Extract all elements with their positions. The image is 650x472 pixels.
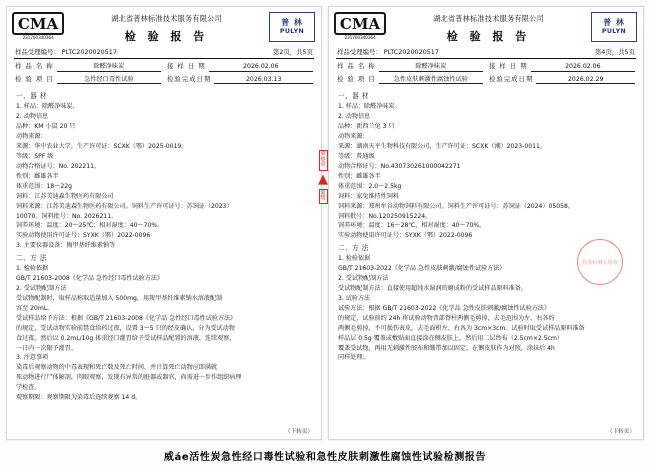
meta-row-complete-date [167, 74, 313, 85]
pulyn-logo [591, 12, 637, 42]
pulyn-logo [269, 12, 315, 42]
meta-label: 样 品 名 称 [337, 62, 376, 70]
cma-logo: CMA [334, 12, 386, 35]
body-line: 饲料：家兔维持性饲料 [338, 192, 399, 200]
report-title: 检 验 报 告 [446, 30, 531, 43]
meta-label: 检 验 项 目 [337, 74, 376, 83]
meta-col-left [337, 61, 483, 86]
logo-english: PULYN [601, 27, 627, 35]
report-body-2 [329, 86, 643, 363]
body-line: 实验动物使用许可证号：SYXK（鄂）2022-0096 [338, 232, 473, 240]
body-line: 3. 主要仪器设备：掏甲基纤维素钠等 [16, 242, 116, 250]
accept-number-line [329, 47, 643, 56]
body-line: 的规定，受试动物实验前禁食给药过夜，设置 3～5 只的经皮确认，分为受试动物 [16, 324, 235, 332]
header-center [68, 12, 265, 44]
body-line: 饲料批号：No.120250915224。 [338, 212, 432, 220]
cma-number: 231700340364 [344, 36, 376, 41]
body-line: 观察期限：观察期限为染毒后连续观察 14 d。 [16, 394, 142, 402]
body-line: 同样处理。 [338, 354, 369, 362]
body-line: 动物来源： [338, 133, 369, 141]
body-line: 学检查。 [16, 384, 41, 392]
body-line: 体重范围：2.0～2.5kg [338, 182, 402, 190]
meta-row-sample-name [15, 61, 161, 72]
body-line: 3. 试验方法 [338, 294, 371, 302]
body-line: 3. 注意事项 [16, 354, 49, 362]
body-line: 10070。饲料批号：No. 2026211。 [16, 212, 118, 220]
report-title: 检 验 报 告 [124, 30, 209, 43]
body-line: 动物合格证号：No. 202211。 [16, 162, 101, 170]
figure-caption: 威áe活性炭急性经口毒性试验和急性皮肤刺激性腐蚀性试验检测报告 [163, 452, 487, 463]
report-sheet-2 [328, 6, 644, 440]
accept-number-label: 样品受理编号： [15, 48, 60, 56]
section-heading: 一、器 材 [338, 92, 369, 100]
body-line: 品种：新西兰兔 3 只 [338, 123, 395, 131]
body-line: 来源：华中农业大学，生产许可证：SCXK（鄂）2025-0019。 [16, 142, 188, 150]
cma-logo: CMA [12, 12, 64, 35]
cma-mark [334, 12, 386, 41]
meta-col-left [15, 61, 161, 86]
body-line: 性别：雌雄各半 [16, 172, 59, 180]
header-center [390, 12, 587, 44]
body-line: 品种：KM 小鼠 20 只 [16, 123, 76, 131]
body-line: 一日内一次限予灌胃。 [16, 344, 77, 352]
page-number: 第2页，共5页 [272, 48, 313, 56]
straddle-stamp-box-1: 骑缝章 [319, 150, 328, 171]
body-line: 动物来源： [16, 133, 47, 141]
meta-value: 2026.02.06 [209, 63, 313, 72]
body-line: 受试物配制时，取样品称取适量加入 500mg，用羧甲基纤维素钠水溶液配制 [16, 294, 223, 302]
meta-col-right [489, 61, 635, 86]
stamp-arrow-icon: ▲ [318, 171, 328, 187]
meta-row-sample-name [337, 61, 483, 72]
accept-number-value: PLTC2020020517 [383, 48, 439, 56]
body-line: GB/T 21603-2008《化学品 急性经口毒性试验方法》 [16, 274, 164, 282]
body-line: 来源：湖南天平生物科技有限公司，生产许可证：SCXK（湘）2023-0011。 [338, 142, 546, 150]
organization-name: 湖北省普林标准技术服务有限公司 [111, 14, 222, 23]
section-heading: 二、方 法 [338, 243, 369, 252]
accept-number-line [7, 47, 321, 56]
meta-value: 急性皮肤刺激性腐蚀性试验 [379, 74, 483, 85]
body-line: 2. 动物信息 [338, 113, 371, 121]
body-line: 1. 样品：除醛净味炭。 [338, 103, 401, 111]
meta-value: 除醛净味炭 [57, 61, 161, 72]
body-line: 样品层 0.5g 覆盖或敷贴面直接涂在侧皮肤上，然后用二层纱布（2.5cm×2.5cm） [338, 334, 564, 342]
body-line: 性别：雌雄各半 [338, 172, 381, 180]
sheet-footer: （下转页） [607, 429, 635, 435]
sheet-header [329, 7, 643, 46]
logo-chinese: 普 林 [281, 17, 303, 27]
meta-label: 接 样 日 期 [489, 62, 528, 70]
body-line: GB/T 21603-2022《化学品 急性皮肤刺激/腐蚀性试验方法》 [338, 265, 506, 272]
meta-row-receive-date [489, 61, 635, 72]
body-line: 的规定，试验前约 24h 将试验动物背部脊柱两侧毛剪掉，去毛范围为左、右各约 [338, 314, 555, 322]
meta-col-right [167, 61, 313, 86]
body-line: 等级：普通级 [338, 152, 375, 160]
body-line: 饲养环境：温度：20～25℃；相对湿度：40～70%。 [16, 222, 164, 230]
body-line: 容至 20mL。 [16, 304, 54, 312]
body-line: 两侧毛剪掉，不可损伤表皮。去毛面积左、右各为 3cm×3cm。试验时取受试样品原料准备 [338, 324, 585, 332]
logo-chinese: 普 林 [603, 17, 625, 27]
logo-english: PULYN [279, 27, 305, 35]
cma-number: 231700340364 [22, 36, 54, 41]
body-line: 试验方法：根据 GB/T 21603-2022《化学品 急性皮肤刺激/腐蚀性试验方法》 [338, 304, 550, 312]
body-line: 2. 受试物配制方法 [338, 274, 389, 282]
sheet-header [7, 7, 321, 46]
meta-value: 2026.02.29 [536, 76, 635, 85]
straddle-stamp-box-2: 骑缝 [319, 189, 328, 204]
organization-name: 湖北省普林标准技术服务有限公司 [433, 14, 544, 23]
body-line: 动物合格证号：No.430730261000042271 [338, 162, 461, 170]
body-line: 2. 受试物配制方法 [16, 284, 67, 292]
body-line: 受试样品给予方法：根据《GB/T 21603-2008《化学品 急性经口毒性试验方法》 [16, 314, 237, 322]
body-line: 饲养环境：温度：16～28℃，相对湿度：40～70%。 [338, 222, 486, 230]
body-line: 饲料来源：江苏美迪森生物医药有限公司。饲料生产许可证号：苏饲证（2023） [16, 202, 233, 210]
page-number: 第4页，共5页 [594, 48, 635, 56]
section-heading: 一、器 材 [16, 92, 47, 100]
report-body-1 [7, 86, 321, 403]
report-sheet-1 [6, 6, 322, 440]
meta-label: 检验完成日期 [167, 74, 212, 83]
sample-meta-2 [329, 59, 643, 86]
body-line: 实验动物使用许可证号：SYXK（鄂）2022-0096 [16, 232, 151, 240]
body-line: 1. 样品：除醛净味炭。 [16, 103, 79, 111]
meta-row-complete-date [489, 74, 635, 85]
body-line: 染毒后观察动物的中毒表现和死亡数及死亡时间，并计算死亡动物应即满就 [16, 364, 218, 372]
section-heading: 二、方 法 [16, 253, 47, 262]
body-line: 1. 检验依据 [338, 255, 371, 263]
meta-row-test-item [15, 74, 161, 85]
accept-number-label: 样品受理编号： [337, 48, 382, 56]
meta-label: 样 品 名 称 [15, 62, 54, 70]
body-line: 受试物配制方法：直接使用超纯水湿润的磨成粉的受试样品原料准备。 [338, 284, 527, 292]
body-line: 覆盖受试物，再用无刺激性胶布和绷带加以固定。在侧皮肤作为对照，涂抹后 4h [338, 344, 555, 352]
official-seal: 检验检测专用章 [577, 239, 623, 285]
meta-value: 急性经口毒性试验 [57, 74, 161, 85]
meta-value: 2026.03.13 [214, 76, 313, 85]
body-line: 1. 检验依据 [16, 265, 49, 272]
meta-label: 检验完成日期 [489, 74, 534, 83]
body-line: 食过夜。然后以 0.2mL/10g 体重经口灌胃给予受试样品配置的溶液，连续观察， [16, 334, 236, 342]
body-line: 死动物进行尸体解剖，肉眼观察，发现有异常的脏器或器官，尚需进一步作组织病理 [16, 374, 242, 382]
meta-label: 接 样 日 期 [167, 62, 206, 70]
sample-meta-1 [7, 59, 321, 86]
meta-value: 除醛净味炭 [379, 61, 483, 72]
meta-value: 2026.02.06 [531, 63, 635, 72]
meta-row-test-item [337, 74, 483, 85]
body-line: 等级：SPF 级 [16, 152, 54, 160]
body-line: 饲料：江苏美迪森生物医药有限公司 [16, 192, 114, 200]
meta-label: 检 验 项 目 [15, 74, 54, 83]
body-line: 饲料来源：郑州牟谷动物饲料有限公司。饲料生产许可证号：苏饲证（2024）05058。 [338, 202, 574, 210]
body-line: 体重范围：18～22g [16, 182, 72, 190]
body-line: 2. 动物信息 [16, 113, 49, 121]
accept-number-value: PLTC2020020517 [61, 48, 117, 56]
meta-row-receive-date [167, 61, 313, 72]
sheet-footer: （下转页） [285, 429, 313, 435]
cma-mark [12, 12, 64, 41]
